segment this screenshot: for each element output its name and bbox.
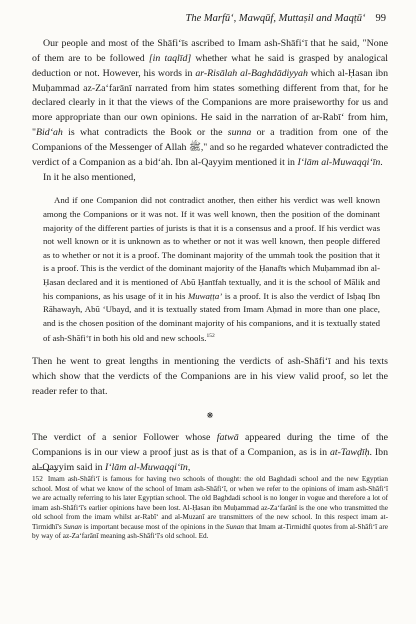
footnote-ref: 152 <box>206 333 215 340</box>
paragraph-4: The verdict of a senior Follower whose fatwā appeared during the time of the Companions is in our view a proof just as is that of a Companion, as is in at-Tawḍīḥ. Ibn al-Qayyim said in I‘lām al-Muwaqqi‘īn, <box>32 432 388 474</box>
footnote-152: 152 Imam ash-Shāfi‘ī is famous for having two schools of thought: the old Baghdadi school and the new Egyptian school. Most of what we know of the school of Imam ash-Shāfi‘ī, or when we refer to the opinions of imam ash-Shāfi‘ī we are actually referring to his later Egyptian school. The old Baghdadi school is no longer in vogue and therefore a lot of imam ash-Shāfi‘ī's earlier opinions have been lost. Al-Ḥasan ibn Muḥammad az-Za‘farānī is the one who transmitted the old school from the imam whilst ar-Rabī‘ and al-Muzanī are transmitters of the new school. In this respect imam at-Tirmidhī's Sunan is important because most of the opinions in the Sunan that Imam at-Tirmidhī quotes from al-Shāfi‘ī are by way of az-Za‘farānī meaning ash-Shāfi‘ī's old school. Ed. <box>32 475 389 541</box>
footnote-number: 152 <box>32 475 43 483</box>
paragraph-2: In it he also mentioned, <box>43 171 136 183</box>
running-head <box>150 13 386 24</box>
paragraph-3: Then he went to great lengths in mentioning the verdicts of ash-Shāfi‘ī and his texts which show that the verdicts of the Companions are in his view valid proof, so let the reader refer to that. <box>32 355 388 397</box>
page-number: 99 <box>375 13 386 24</box>
block-quote: And if one Companion did not contradict another, then either his verdict was well known among the Companions or it was not. If it was well known, then the position of the dominant majority of the different parties of jurists is that it is a consensus and a proof. If his verdict was not well known or it is unknown as to whether or not it was well known, then people differed as to whether or not it is a proof. The dominant majority of the ummah took the position that it is a proof. This is the verdict of the dominant majority of the Ḥanafīs which Muḥammad ibn al-Ḥasan declared and it is mentioned of Abū Ḥanīfah textually, and it is the school of Mālik and his companions, as his usage of it in his Muwaṭṭa’ is a proof. It is also the verdict of Isḥaq Ibn Rāhawayh, Abū ‘Ubayd, and it is textually stated from Imam Aḥmad in more than one place, and is the chosen position of the dominant majority of his companions, and it is textually stated of ash-Shāfi‘ī in both his old and new schools.$^{152}$ <box>43 195 380 344</box>
section-separator: ❋ <box>206 411 214 421</box>
paragraph-1: Our people and most of the Shāfi‘īs ascribed to Imam ash-Shāfi‘ī that he said, "None of them are to be followed [in taqlīd] whether what he said is grasped by analogical deduction or not. However, his words in ar-Risālah al-Baghdādiyyah which al-Ḥasan ibn Muḥammad az-Za‘farānī narrated from him states something different from that, for he declared clearly in it that the views of the Companions are more praiseworthy for us and more appropriate than our own opinions. He said in the narration of ar-Rabī‘ from him, "Bid‘ah is what contradicts the Book or the sunna or a tradition from one of the Companions of the Messenger of Allah ﷺ," and so he regarded whatever contradicted the verdict of a Companion as a bid‘ah. Ibn al-Qayyim mentioned it in I‘lām al-Muwaqqi‘īn. <box>32 38 389 168</box>
chapter-title: The Marfū‘, Mawqūf, Muttaṣil and Maqṭū‘ <box>185 13 366 24</box>
main-text <box>32 37 388 476</box>
footnote-rule <box>32 469 58 470</box>
